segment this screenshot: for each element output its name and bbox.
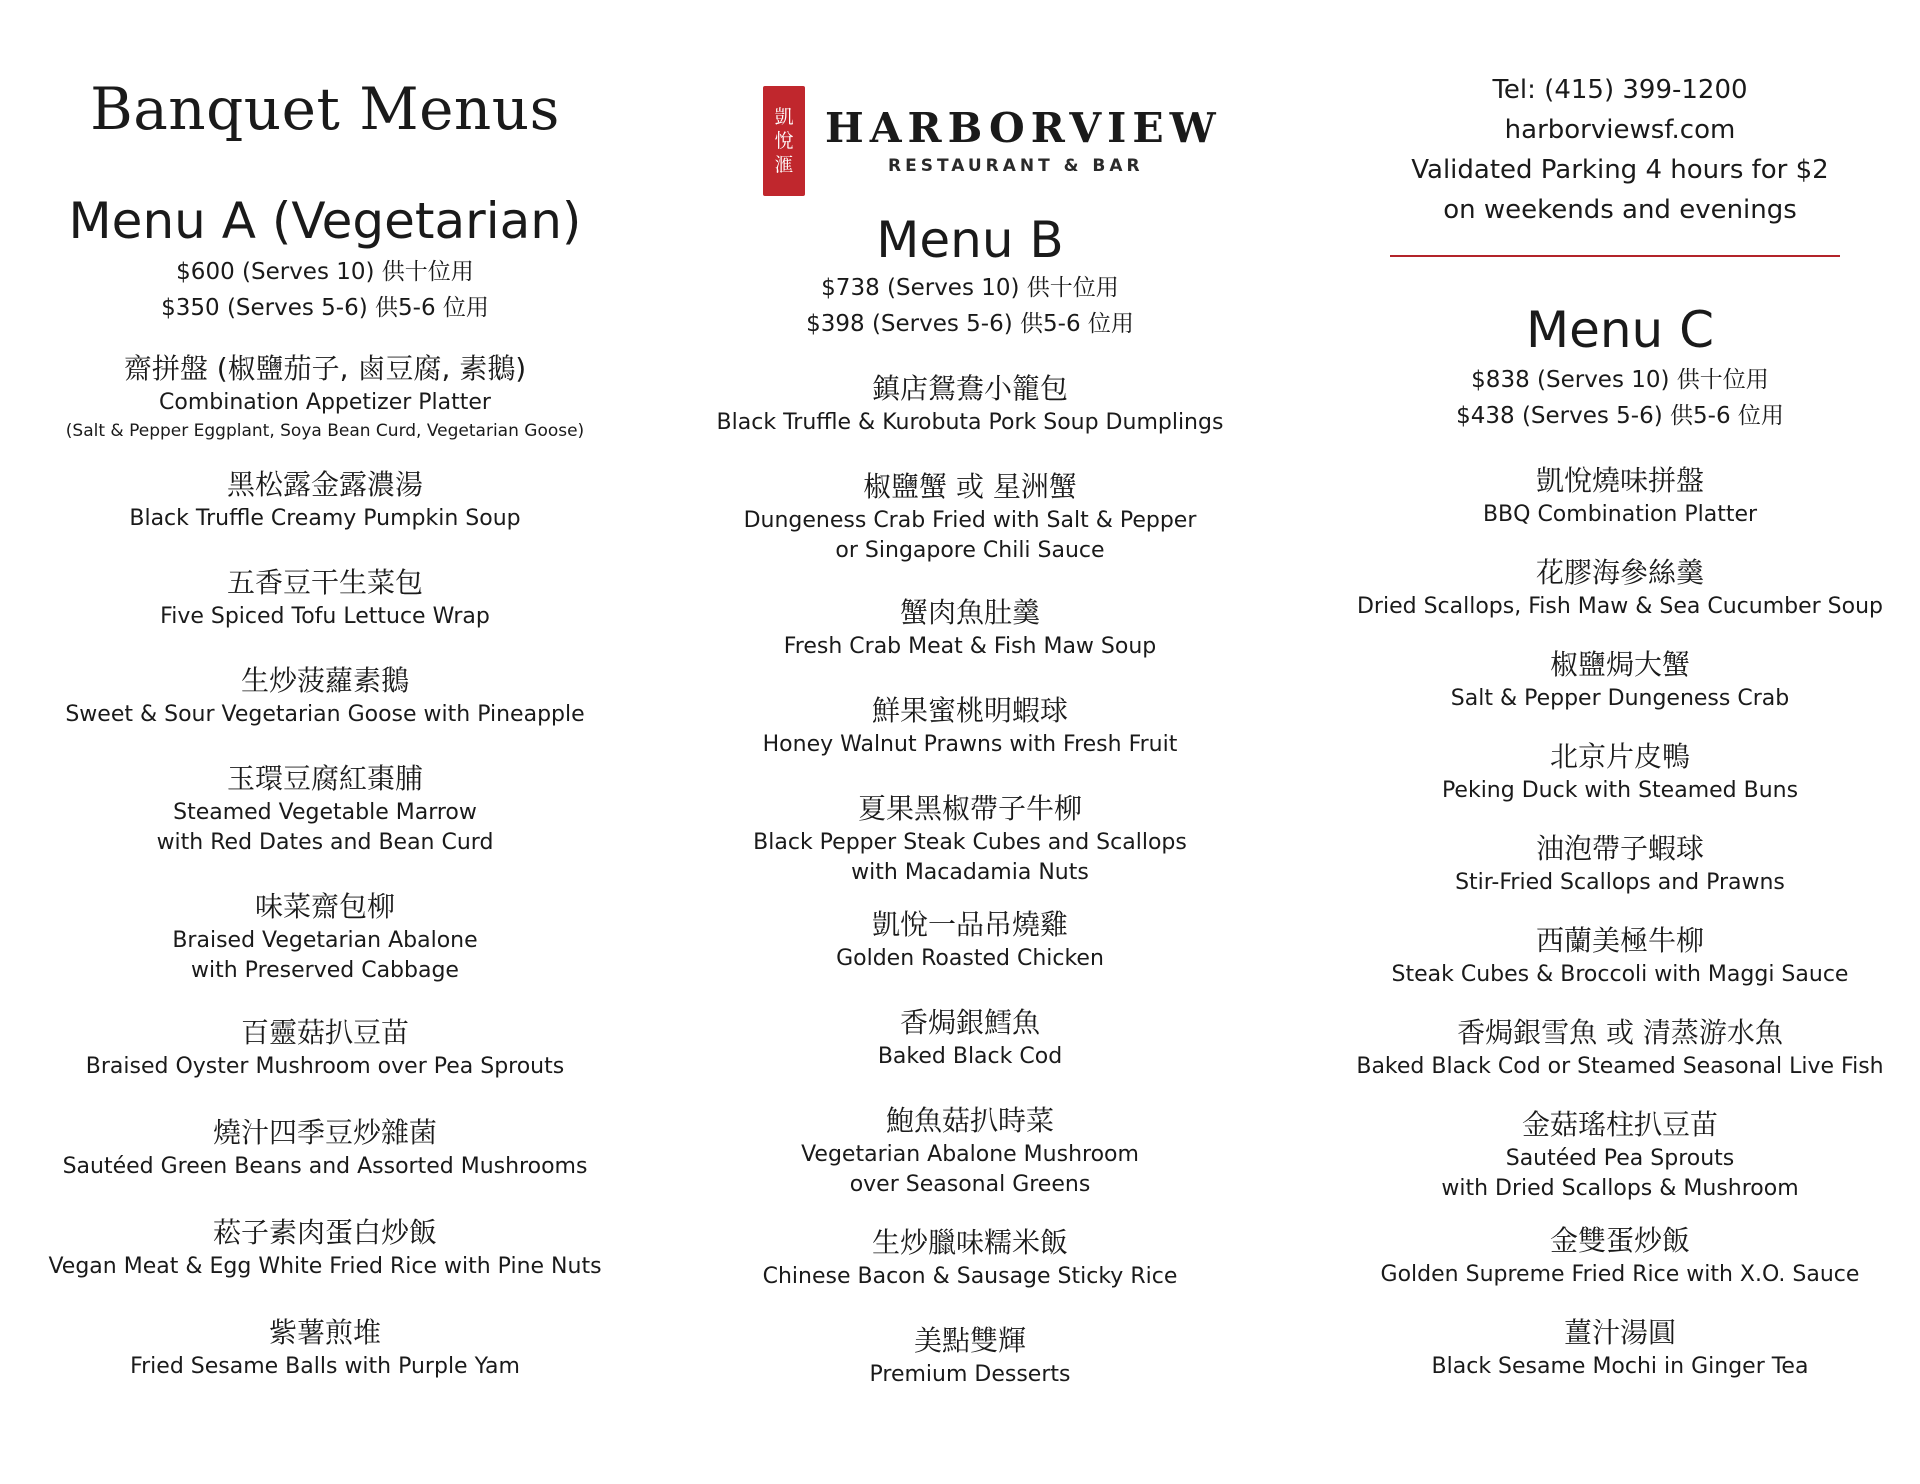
page-title: Banquet Menus: [90, 75, 560, 143]
dish-chinese: 金雙蛋炒飯: [1549, 1224, 1690, 1257]
menu-item: [1330, 462, 1910, 530]
dish-english: Steamed Vegetable Marrow: [173, 800, 477, 825]
dish-english: with Dried Scallops & Mushroom: [1441, 1176, 1799, 1201]
menu-a: [10, 188, 640, 1382]
menu-item: [690, 1102, 1250, 1200]
dish-chinese: 五香豆干生菜包: [226, 566, 423, 599]
dish-chinese: 生炒菠蘿素鵝: [240, 664, 409, 697]
website: harborviewsf.com: [1504, 115, 1736, 145]
dish-english: Black Truffle & Kurobuta Pork Soup Dumplings: [716, 410, 1224, 435]
menu-item: [690, 692, 1250, 760]
menu-c-title: Menu C: [1525, 301, 1715, 359]
dish-chinese: 紫薯煎堆: [268, 1316, 381, 1349]
dish-chinese: 香焗銀鱈魚: [899, 1006, 1040, 1039]
dish-chinese: 椒鹽焗大蟹: [1549, 648, 1690, 681]
dish-chinese: 鮮果蜜桃明蝦球: [871, 694, 1068, 727]
dish-chinese: 菘子素肉蛋白炒飯: [212, 1216, 437, 1249]
phone-number: Tel: (415) 399-1200: [1492, 75, 1748, 105]
dish-chinese: 美點雙輝: [913, 1324, 1026, 1357]
dish-english: Dungeness Crab Fried with Salt & Pepper: [743, 508, 1197, 533]
menu-item: [10, 888, 640, 986]
menu-item: [10, 1014, 640, 1082]
dish-english: Black Pepper Steak Cubes and Scallops: [753, 830, 1187, 855]
brand-subtitle: RESTAURANT & BAR: [888, 156, 1144, 176]
dish-chinese: 齋拼盤 (椒鹽茄子, 鹵豆腐, 素鵝): [123, 352, 527, 385]
menu-item: [10, 466, 640, 534]
contact-block: [1330, 70, 1910, 230]
dish-english: Stir-Fried Scallops and Prawns: [1455, 870, 1785, 895]
dish-english: Golden Roasted Chicken: [836, 946, 1104, 971]
dish-chinese: 燒汁四季豆炒雜菌: [212, 1116, 437, 1149]
dish-english: Vegan Meat & Egg White Fried Rice with Pine Nuts: [48, 1254, 602, 1279]
dish-english: Baked Black Cod: [877, 1044, 1063, 1069]
dish-english: Black Sesame Mochi in Ginger Tea: [1431, 1354, 1809, 1379]
seal-icon: 凱 悅 滙: [763, 86, 805, 196]
dish-english: Fresh Crab Meat & Fish Maw Soup: [783, 634, 1157, 659]
dish-english: over Seasonal Greens: [849, 1172, 1091, 1197]
dish-english: Braised Vegetarian Abalone: [172, 928, 478, 953]
dish-chinese: 金菇瑤柱扒豆苗: [1521, 1108, 1718, 1141]
menu-b-price: $398 (Serves 5-6) 供5-6 位用: [806, 311, 1134, 337]
dish-chinese: 生炒臘味糯米飯: [871, 1226, 1068, 1259]
dish-english: BBQ Combination Platter: [1482, 502, 1758, 527]
dish-english: Dried Scallops, Fish Maw & Sea Cucumber Soup: [1356, 594, 1883, 619]
dish-english: Vegetarian Abalone Mushroom: [801, 1142, 1139, 1167]
dish-chinese: 味菜齋包柳: [254, 890, 395, 923]
restaurant-logo: [763, 86, 1222, 196]
menu-item: [1330, 1222, 1910, 1290]
dish-english: with Red Dates and Bean Curd: [156, 830, 494, 855]
dish-chinese: 凱悅一品吊燒雞: [871, 908, 1068, 941]
dish-english: Premium Desserts: [869, 1362, 1071, 1387]
menu-item: [10, 662, 640, 730]
dish-english: Fried Sesame Balls with Purple Yam: [130, 1354, 520, 1379]
dish-chinese: 玉環豆腐紅棗脯: [226, 762, 423, 795]
contact-divider: [1390, 255, 1840, 257]
menu-item: [10, 760, 640, 858]
dish-english: with Preserved Cabbage: [191, 958, 459, 983]
menu-item: [1330, 1014, 1910, 1082]
menu-item: [690, 790, 1250, 888]
dish-chinese: 鎮店鴛鴦小籠包: [871, 372, 1068, 405]
dish-chinese: 椒鹽蟹 或 星洲蟹: [863, 470, 1077, 503]
menu-item: [1330, 738, 1910, 806]
menu-item: [690, 906, 1250, 974]
dish-chinese: 百靈菇扒豆苗: [240, 1016, 409, 1049]
menu-item: [1330, 1106, 1910, 1204]
menu-item: [690, 1004, 1250, 1072]
dish-chinese: 北京片皮鴨: [1549, 740, 1690, 773]
dish-chinese: 香焗銀雪魚 或 清蒸游水魚: [1457, 1016, 1783, 1049]
menu-a-price: $350 (Serves 5-6) 供5-6 位用: [161, 295, 489, 321]
menu-b: [690, 210, 1250, 1390]
parking-info-hours: on weekends and evenings: [1443, 195, 1797, 225]
menu-item: [10, 1114, 640, 1182]
menu-item: [690, 1224, 1250, 1292]
dish-chinese: 夏果黑椒帶子牛柳: [857, 792, 1082, 825]
menu-item: [10, 564, 640, 632]
dish-english: Honey Walnut Prawns with Fresh Fruit: [762, 732, 1178, 757]
menu-item: [1330, 830, 1910, 898]
dish-english: Chinese Bacon & Sausage Sticky Rice: [762, 1264, 1178, 1289]
menu-a-title: Menu A (Vegetarian): [68, 192, 582, 250]
dish-english: Combination Appetizer Platter: [159, 390, 491, 415]
dish-english: or Singapore Chili Sauce: [835, 538, 1105, 563]
menu-b-title: Menu B: [876, 211, 1064, 269]
brand-name: HARBORVIEW: [825, 104, 1222, 152]
dish-chinese: 花膠海參絲羹: [1535, 556, 1704, 589]
menu-item: [1330, 646, 1910, 714]
menu-item: [1330, 922, 1910, 990]
dish-english: Sweet & Sour Vegetarian Goose with Pineapple: [65, 702, 585, 727]
menu-item: [10, 1214, 640, 1282]
parking-info: Validated Parking 4 hours for $2: [1411, 155, 1829, 185]
menu-item: [10, 350, 640, 444]
dish-chinese: 西蘭美極牛柳: [1535, 924, 1704, 957]
dish-english: with Macadamia Nuts: [851, 860, 1089, 885]
dish-chinese: 蟹肉魚肚羹: [899, 596, 1040, 629]
dish-chinese: 油泡帶子蝦球: [1535, 832, 1704, 865]
dish-chinese: 凱悅燒味拼盤: [1535, 464, 1704, 497]
dish-english: Baked Black Cod or Steamed Seasonal Live Fish: [1356, 1054, 1884, 1079]
dish-chinese: 薑汁湯圓: [1563, 1316, 1676, 1349]
menu-a-price: $600 (Serves 10) 供十位用: [176, 259, 474, 285]
dish-chinese: 黑松露金露濃湯: [226, 468, 423, 501]
menu-item: [690, 370, 1250, 438]
dish-english: Salt & Pepper Dungeness Crab: [1450, 686, 1790, 711]
menu-item: [1330, 554, 1910, 622]
dish-note: (Salt & Pepper Eggplant, Soya Bean Curd, Vegetarian Goose): [65, 421, 585, 441]
dish-english: Peking Duck with Steamed Buns: [1441, 778, 1799, 803]
menu-c: [1330, 298, 1910, 1382]
menu-item: [690, 594, 1250, 662]
dish-chinese: 鮑魚菇扒時菜: [885, 1104, 1054, 1137]
menu-c-price: $838 (Serves 10) 供十位用: [1471, 367, 1769, 393]
dish-english: Sautéed Green Beans and Assorted Mushrooms: [62, 1154, 588, 1179]
menu-c-price: $438 (Serves 5-6) 供5-6 位用: [1456, 403, 1784, 429]
menu-item: [10, 1314, 640, 1382]
menu-b-price: $738 (Serves 10) 供十位用: [821, 275, 1119, 301]
menu-item: [1330, 1314, 1910, 1382]
dish-english: Steak Cubes & Broccoli with Maggi Sauce: [1391, 962, 1849, 987]
dish-english: Five Spiced Tofu Lettuce Wrap: [160, 604, 490, 629]
menu-item: [690, 1322, 1250, 1390]
dish-english: Sautéed Pea Sprouts: [1505, 1146, 1735, 1171]
dish-english: Braised Oyster Mushroom over Pea Sprouts: [85, 1054, 565, 1079]
dish-english: Black Truffle Creamy Pumpkin Soup: [129, 506, 521, 531]
menu-item: [690, 468, 1250, 566]
dish-english: Golden Supreme Fried Rice with X.O. Sauce: [1380, 1262, 1860, 1287]
